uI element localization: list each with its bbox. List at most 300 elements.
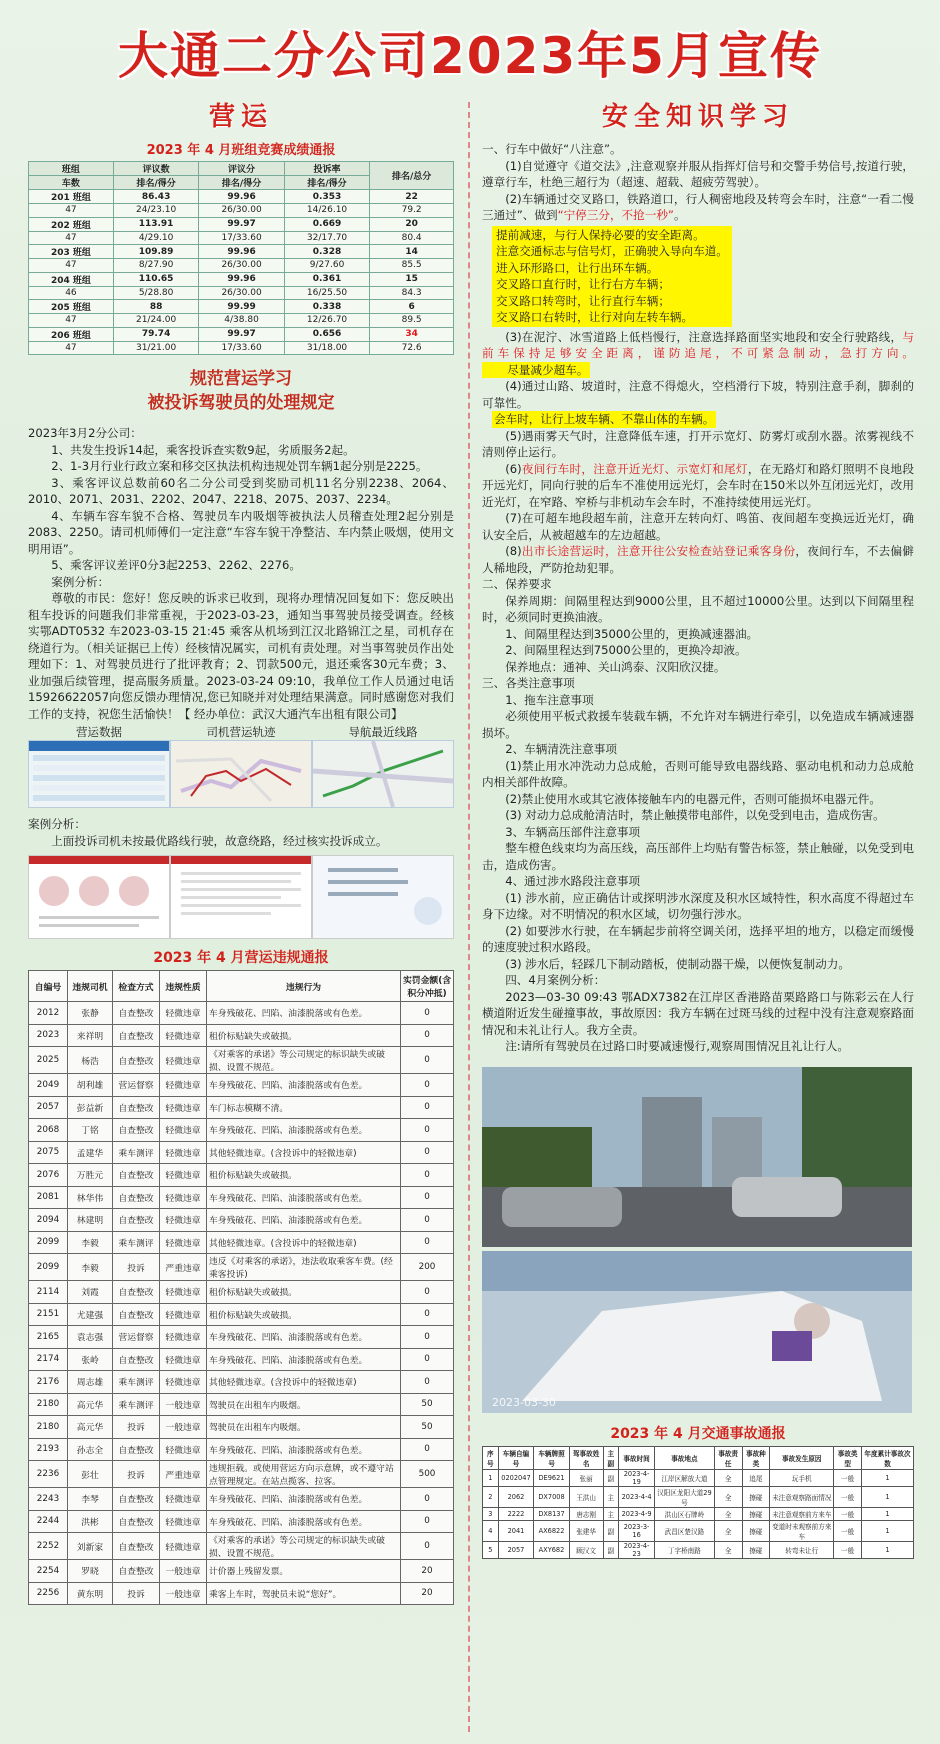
violation-row-cell: 轻微违章 bbox=[160, 1348, 207, 1371]
accident-row-cell: 2023-4-19 bbox=[619, 1469, 655, 1486]
text: (8) bbox=[505, 544, 522, 558]
violation-row-cell: 乘车测评 bbox=[113, 1393, 160, 1416]
section-title: 一、行车中做好“八注意”。 bbox=[482, 142, 622, 156]
highlight-yellow-text: 会车时，让行上坡车辆、不靠山体的车辆。 bbox=[494, 412, 715, 426]
violation-row-cell: 张静 bbox=[68, 1002, 113, 1025]
paragraph: 案例分析： bbox=[51, 574, 110, 589]
score-row-cell: 0.328 bbox=[284, 245, 369, 259]
column-divider bbox=[468, 102, 470, 1732]
score-row-cell: 84.3 bbox=[370, 286, 454, 300]
accident-row-cell: 全 bbox=[714, 1521, 742, 1542]
violation-row-cell: 2094 bbox=[29, 1209, 68, 1232]
violation-row-cell: 0 bbox=[401, 1209, 454, 1232]
accident-row-cell: 1 bbox=[862, 1521, 914, 1542]
violation-row-cell: 营运督察 bbox=[113, 1074, 160, 1097]
violation-row-cell: 车身残破花、凹陷、油漆脱落或有色差。 bbox=[207, 1488, 401, 1511]
violation-row-cell: 自查整改 bbox=[113, 1119, 160, 1142]
violation-row-cell: 2023 bbox=[29, 1024, 68, 1047]
violation-row-cell: 自查整改 bbox=[113, 1186, 160, 1209]
violation-row bbox=[29, 1326, 454, 1349]
score-row-cell: 47 bbox=[29, 314, 114, 328]
violation-row bbox=[29, 1393, 454, 1416]
violation-row-cell: 车身残破花、凹陷、油漆脱落或有色差。 bbox=[207, 1002, 401, 1025]
violation-row-cell: 2099 bbox=[29, 1231, 68, 1254]
accident-table-title: 2023 年 4 月交通事故通报 bbox=[610, 1425, 786, 1442]
accident-row-cell: 全 bbox=[714, 1507, 742, 1521]
violation-table bbox=[28, 970, 454, 1605]
violation-row-cell: 2099 bbox=[29, 1254, 68, 1281]
paragraph: 保养地点：通神、关山鸿泰、汉阳欣汉捷。 bbox=[505, 659, 726, 674]
violation-row-cell: 0 bbox=[401, 1096, 454, 1119]
accident-row-cell: 0202047 bbox=[498, 1469, 534, 1486]
accident-header: 驾事故姓名 bbox=[569, 1446, 603, 1469]
score-row-cell: 205 班组 bbox=[29, 300, 114, 314]
paragraph: (3) 对动力总成舱清洁时，禁止触摸带电部件，以免受到电击，造成伤害。 bbox=[505, 808, 885, 822]
viol-header: 实罚金额(含积分冲抵) bbox=[401, 971, 454, 1002]
complaint-document-image bbox=[312, 855, 454, 939]
accident-row-cell: 副 bbox=[603, 1542, 619, 1559]
violation-row bbox=[29, 1231, 454, 1254]
text: ，在无路灯和路灯照明不良地段开远光灯，同向行驶的后车不准使用远光灯，会车时在150米以外互闭远光灯，改用近光灯，在窄路、窄桥与非机动车会车时，不准持续使用远光灯。 bbox=[482, 461, 914, 509]
score-row bbox=[29, 272, 454, 286]
paragraph: (7)在可超车地段超车前，注意开左转向灯、鸣笛、夜间超车变换远近光灯，确认安全后，从被超越车的左边超越。 bbox=[482, 511, 914, 542]
score-row-cell: 4/29.10 bbox=[113, 231, 198, 245]
score-table-title: 2023 年 4 月班组竞赛成绩通报 bbox=[146, 143, 336, 158]
accident-row-cell: 2222 bbox=[498, 1507, 534, 1521]
violation-row-cell: 高元华 bbox=[68, 1416, 113, 1439]
violation-row-cell: 0 bbox=[401, 1281, 454, 1304]
violation-row bbox=[29, 1461, 454, 1488]
accident-row-cell: 副 bbox=[603, 1521, 619, 1542]
section-title: 三、各类注意事项 bbox=[482, 676, 575, 690]
violation-row bbox=[29, 1254, 454, 1281]
accident-row-cell: 一般 bbox=[834, 1507, 862, 1521]
violation-row-cell: 万胜元 bbox=[68, 1164, 113, 1187]
violation-row bbox=[29, 1164, 454, 1187]
viol-header: 违规司机 bbox=[68, 971, 113, 1002]
accident-row-cell: 5 bbox=[483, 1542, 499, 1559]
subsection-title: 2、车辆清洗注意事项 bbox=[505, 742, 617, 756]
paragraph: (2)禁止使用水或其它液体接触车内的电器元件，否则可能损坏电器元件。 bbox=[505, 791, 882, 806]
violation-row-cell: 2180 bbox=[29, 1416, 68, 1439]
score-header: 班组 bbox=[29, 162, 114, 176]
image-caption: 营运数据 bbox=[76, 725, 122, 739]
accident-row-cell: 玩手机 bbox=[770, 1469, 834, 1486]
paragraph: 整车橙色线束均为高压线，高压部件上均贴有警告标签，禁止触碰，以免受到电击，造成伤害。 bbox=[482, 841, 914, 872]
violation-row-cell: 投诉 bbox=[113, 1254, 160, 1281]
violation-row-cell: 一般违章 bbox=[160, 1393, 207, 1416]
left-column bbox=[28, 96, 454, 1605]
violation-row bbox=[29, 1047, 454, 1074]
paragraph: 保养周期：间隔里程达到9000公里，且不超过10000公里。达到以下间隔里程时，必须同时更换油液。 bbox=[482, 593, 914, 624]
violation-row-cell: 李琴 bbox=[68, 1488, 113, 1511]
accident-row-cell: 主 bbox=[603, 1507, 619, 1521]
highlight-line: 进入环形路口，让行出环车辆。 bbox=[496, 260, 659, 275]
violation-row-cell: 轻微违章 bbox=[160, 1119, 207, 1142]
violation-row-cell: 自查整改 bbox=[113, 1560, 160, 1583]
score-row-cell: 0.669 bbox=[284, 217, 369, 231]
violation-row-cell: 李毅 bbox=[68, 1254, 113, 1281]
violation-row-cell: 高元华 bbox=[68, 1393, 113, 1416]
violation-row-cell: 车身残破花、凹陷、油漆脱落或有色差。 bbox=[207, 1209, 401, 1232]
evidence-images bbox=[28, 724, 454, 808]
violation-row-cell: 2114 bbox=[29, 1281, 68, 1304]
accident-header: 事故类型 bbox=[834, 1446, 862, 1469]
operations-heading: 营运 bbox=[208, 102, 273, 132]
subsection-title: 1、拖车注意事项 bbox=[505, 692, 594, 707]
violation-row-cell: 轻微违章 bbox=[160, 1326, 207, 1349]
violation-row-cell: 轻微违章 bbox=[160, 1074, 207, 1097]
accident-row-cell: 2062 bbox=[498, 1486, 534, 1507]
score-row-cell: 47 bbox=[29, 259, 114, 273]
score-row-cell: 12/26.70 bbox=[284, 314, 369, 328]
highlight-line: 注意交通标志与信号灯，正确驶入导向车道。 bbox=[496, 244, 728, 258]
accident-header: 事故种类 bbox=[742, 1446, 770, 1469]
text: (2)车辆通过交叉路口，铁路道口，行人稠密地段及转弯会车时，注意“一看二慢三通过”、做到 bbox=[482, 191, 914, 222]
violation-row-cell: 0 bbox=[401, 1438, 454, 1461]
violation-row-cell: 投诉 bbox=[113, 1461, 160, 1488]
accident-row-cell: 1 bbox=[862, 1486, 914, 1507]
violation-row-cell: 其他轻微违章。(含投诉中的轻微违章) bbox=[207, 1371, 401, 1394]
violation-row-cell: 0 bbox=[401, 1231, 454, 1254]
violation-row-cell: 0 bbox=[401, 1303, 454, 1326]
accident-row-cell: AXY682 bbox=[534, 1542, 569, 1559]
violation-row bbox=[29, 1141, 454, 1164]
score-row-cell: 89.5 bbox=[370, 314, 454, 328]
violation-row-cell: 乘车测评 bbox=[113, 1371, 160, 1394]
score-row-cell: 85.5 bbox=[370, 259, 454, 273]
score-row bbox=[29, 286, 454, 300]
violation-row-cell: 0 bbox=[401, 1119, 454, 1142]
violation-row-cell: 车身残破花、凹陷、油漆脱落或有色差。 bbox=[207, 1119, 401, 1142]
violation-row-cell: 2012 bbox=[29, 1002, 68, 1025]
accident-header: 年度累计事故次数 bbox=[862, 1446, 914, 1469]
accident-table bbox=[482, 1446, 914, 1560]
rules-title-line2: 被投诉驾驶员的处理规定 bbox=[147, 393, 335, 413]
accident-header: 序号 bbox=[483, 1446, 499, 1469]
paragraph: (1)禁止用水冲洗动力总成舱，否则可能导致电器线路、驱动电机和动力总成舱内相关部件故障。 bbox=[482, 758, 914, 789]
accident-row-cell: 2023-4-4 bbox=[619, 1486, 655, 1507]
viol-header: 自编号 bbox=[29, 971, 68, 1002]
accident-row-cell: 擦碰 bbox=[742, 1521, 770, 1542]
score-row-cell: 17/33.60 bbox=[199, 341, 284, 355]
score-row-cell: 31/21.00 bbox=[113, 341, 198, 355]
accident-row-cell: 一般 bbox=[834, 1486, 862, 1507]
violation-row-cell: 一般违章 bbox=[160, 1582, 207, 1605]
score-row-cell: 72.6 bbox=[370, 341, 454, 355]
violation-row-cell: 彭壮 bbox=[68, 1461, 113, 1488]
violation-row-cell: 自查整改 bbox=[113, 1438, 160, 1461]
accident-header: 车辆牌照号 bbox=[534, 1446, 569, 1469]
accident-row-cell: 主 bbox=[603, 1486, 619, 1507]
accident-row-cell: AX6822 bbox=[534, 1521, 569, 1542]
violation-row-cell: 来祥明 bbox=[68, 1024, 113, 1047]
accident-row-cell: 丁字桥南路 bbox=[655, 1542, 715, 1559]
violation-row bbox=[29, 1533, 454, 1560]
violation-row-cell: 0 bbox=[401, 1510, 454, 1533]
violation-row bbox=[29, 1186, 454, 1209]
violation-row bbox=[29, 1281, 454, 1304]
accident-row bbox=[483, 1469, 914, 1486]
violation-row-cell: 轻微违章 bbox=[160, 1231, 207, 1254]
score-row bbox=[29, 245, 454, 259]
violation-row bbox=[29, 1096, 454, 1119]
accident-row bbox=[483, 1521, 914, 1542]
paragraph: 注:请所有驾驶员在过路口时要减速慢行,观察周围情况且礼让行人。 bbox=[505, 1039, 849, 1053]
score-row-cell: 79.2 bbox=[370, 204, 454, 218]
accident-header: 事故责任 bbox=[714, 1446, 742, 1469]
violation-row-cell: 车身残破花、凹陷、油漆脱落或有色差。 bbox=[207, 1074, 401, 1097]
violation-row-cell: 严重违章 bbox=[160, 1254, 207, 1281]
highlight-line: 交叉路口转弯时，让行直行车辆； bbox=[496, 293, 670, 308]
score-header: 车数 bbox=[29, 176, 114, 190]
paragraph: (3) 涉水后，轻踩几下制动踏板，使制动器干燥，以便恢复制动力。 bbox=[505, 956, 850, 971]
score-table bbox=[28, 161, 454, 355]
score-row-cell: 9/27.60 bbox=[284, 259, 369, 273]
score-row-cell: 79.74 bbox=[113, 327, 198, 341]
score-row-cell: 17/33.60 bbox=[199, 231, 284, 245]
accident-row-cell: 擦碰 bbox=[742, 1542, 770, 1559]
text: (6) bbox=[505, 461, 522, 476]
paragraph bbox=[482, 461, 914, 511]
violation-row-cell: 2151 bbox=[29, 1303, 68, 1326]
score-row bbox=[29, 190, 454, 204]
violation-row-cell: 租价标贴缺失或破损。 bbox=[207, 1281, 401, 1304]
score-header: 排名/得分 bbox=[113, 176, 198, 190]
score-row-cell: 47 bbox=[29, 204, 114, 218]
violation-row-cell: 2025 bbox=[29, 1047, 68, 1074]
score-row-cell: 15 bbox=[370, 272, 454, 286]
accident-row-cell: 唐志刚 bbox=[569, 1507, 603, 1521]
paragraph: (1) 涉水前，应正确估计或探明涉水深度及积水区域特性，积水高度不得超过车身下边缘。对不明情况的积水区域，切勿强行涉水。 bbox=[482, 890, 914, 921]
score-row bbox=[29, 341, 454, 355]
violation-row-cell: 一般违章 bbox=[160, 1560, 207, 1583]
violation-row-cell: 0 bbox=[401, 1186, 454, 1209]
paragraph: 2023—03-30 09:43 鄂ADX7382在江岸区香港路苗栗路路口与陈彩云在人行横道附近发生碰撞事故，事故原因：我方车辆在过斑马线的过程中没有注意观察路面情况和未礼让行人。我方全责。 bbox=[482, 989, 914, 1037]
violation-row-cell: 车身残破花、凹陷、油漆脱落或有色差。 bbox=[207, 1438, 401, 1461]
violation-row-cell: 尤建强 bbox=[68, 1303, 113, 1326]
highlight-red-text: 出市长途营运时，注意开往公安检查站登记乘客身份 bbox=[521, 544, 796, 558]
violation-row-cell: 2176 bbox=[29, 1371, 68, 1394]
violation-row-cell: 轻微违章 bbox=[160, 1141, 207, 1164]
paragraph bbox=[492, 411, 914, 428]
score-row-cell: 8/27.90 bbox=[113, 259, 198, 273]
score-row-cell: 14 bbox=[370, 245, 454, 259]
violation-row-cell: 乘车测评 bbox=[113, 1141, 160, 1164]
violation-row-cell: 0 bbox=[401, 1047, 454, 1074]
score-row-cell: 6 bbox=[370, 300, 454, 314]
violation-row-cell: 轻微违章 bbox=[160, 1096, 207, 1119]
violation-row-cell: 租价标贴缺失或破损。 bbox=[207, 1303, 401, 1326]
accident-row-cell: 全 bbox=[714, 1469, 742, 1486]
score-row-cell: 21/24.00 bbox=[113, 314, 198, 328]
violation-row bbox=[29, 1560, 454, 1583]
violation-row-cell: 2075 bbox=[29, 1141, 68, 1164]
text: (3)在泥泞、冰雪道路上低档慢行，注意选择路面坚实地段和安全行驶路线， bbox=[505, 329, 903, 344]
page-title: 大通二分公司2023年5月宣传 bbox=[118, 27, 822, 85]
dashcam-photo bbox=[482, 1067, 912, 1247]
paragraph: 2、1-3月行业行政立案和移交区执法机构违规处罚车辆1起分别是2225。 bbox=[51, 459, 428, 473]
photo-timestamp: 2023-03-30 bbox=[492, 1395, 556, 1409]
violation-row-cell: 胡利雄 bbox=[68, 1074, 113, 1097]
violation-row-cell: 车门标志模糊不清。 bbox=[207, 1096, 401, 1119]
violation-row-cell: 丁铭 bbox=[68, 1119, 113, 1142]
paragraph: 2023年3月2分公司： bbox=[28, 426, 142, 440]
score-row-cell: 34 bbox=[370, 327, 454, 341]
accident-row-cell: 3 bbox=[483, 1507, 499, 1521]
violation-row bbox=[29, 1371, 454, 1394]
score-row-cell: 99.97 bbox=[199, 327, 284, 341]
accident-row-cell: 1 bbox=[862, 1507, 914, 1521]
score-row-cell: 0.656 bbox=[284, 327, 369, 341]
score-header: 排名/总分 bbox=[370, 162, 454, 190]
complaint-document-image bbox=[28, 855, 170, 939]
violation-row-cell: 一般违章 bbox=[160, 1416, 207, 1439]
violation-row-cell: 2049 bbox=[29, 1074, 68, 1097]
paragraph: 必须使用平板式救援车装载车辆，不允许对车辆进行牵引，以免造成车辆减速器损坏。 bbox=[482, 709, 914, 740]
violation-row-cell: 2076 bbox=[29, 1164, 68, 1187]
score-row-cell: 4/38.80 bbox=[199, 314, 284, 328]
violation-row bbox=[29, 1303, 454, 1326]
accident-row-cell: 全 bbox=[714, 1486, 742, 1507]
score-row bbox=[29, 204, 454, 218]
accident-row-cell: 2023-3-16 bbox=[619, 1521, 655, 1542]
highlight-red-text: 与前车保持足够安全距离，谨防追尾，不可紧急制动，急打方向。 bbox=[482, 329, 914, 360]
score-row-cell: 0.353 bbox=[284, 190, 369, 204]
highlight-line: 交叉路口直行时，让行右方车辆； bbox=[496, 277, 670, 291]
violation-row-cell: 乘客上车时，驾驶员未说“您好”。 bbox=[207, 1582, 401, 1605]
violation-row-cell: 租价标贴缺失或破损。 bbox=[207, 1164, 401, 1187]
violation-row-cell: 自查整改 bbox=[113, 1281, 160, 1304]
violation-row-cell: 500 bbox=[401, 1461, 454, 1488]
score-row bbox=[29, 231, 454, 245]
violation-row-cell: 2057 bbox=[29, 1096, 68, 1119]
violation-row-cell: 彭益新 bbox=[68, 1096, 113, 1119]
score-row-cell: 22 bbox=[370, 190, 454, 204]
violation-row-cell: 《对乘客的承诺》等公司规定的标识缺失或破损、设置不规范。 bbox=[207, 1047, 401, 1074]
violation-row-cell: 20 bbox=[401, 1560, 454, 1583]
score-row-cell: 202 班组 bbox=[29, 217, 114, 231]
score-row-cell: 204 班组 bbox=[29, 272, 114, 286]
violation-row-cell: 2254 bbox=[29, 1560, 68, 1583]
evidence-item bbox=[28, 724, 170, 808]
paragraph: (2) 如要涉水行驶，在车辆起步前将空调关闭，选择平坦的地方，以稳定而缓慢的速度驶过积水路段。 bbox=[482, 923, 914, 954]
violation-row-cell: 200 bbox=[401, 1254, 454, 1281]
evidence-item bbox=[170, 724, 312, 808]
accident-row-cell: 4 bbox=[483, 1521, 499, 1542]
score-row-cell: 0.361 bbox=[284, 272, 369, 286]
section-title: 二、保养要求 bbox=[482, 577, 552, 591]
violation-row-cell: 0 bbox=[401, 1074, 454, 1097]
violation-row-cell: 0 bbox=[401, 1533, 454, 1560]
paragraph: 5、乘客评议差评0分3起2253、2262、2276。 bbox=[51, 558, 301, 572]
accident-row-cell: 一般 bbox=[834, 1542, 862, 1559]
score-row-cell: 26/30.00 bbox=[199, 259, 284, 273]
violation-row-cell: 孟建华 bbox=[68, 1141, 113, 1164]
safety-heading: 安全知识学习 bbox=[601, 102, 794, 132]
accident-row-cell: 擦碰 bbox=[742, 1486, 770, 1507]
score-row-cell: 203 班组 bbox=[29, 245, 114, 259]
accident-row-cell: 变道时未观察前方来车 bbox=[770, 1521, 834, 1542]
accident-row-cell: DX8137 bbox=[534, 1507, 569, 1521]
image-caption: 司机营运轨迹 bbox=[206, 725, 276, 739]
violation-row-cell: 自查整改 bbox=[113, 1002, 160, 1025]
accident-row-cell: 副 bbox=[603, 1469, 619, 1486]
violation-row-cell: 自查整改 bbox=[113, 1303, 160, 1326]
violation-row-cell: 2252 bbox=[29, 1533, 68, 1560]
score-row-cell: 80.4 bbox=[370, 231, 454, 245]
highlight-red-text: “宁停三分，不抢一秒” bbox=[557, 208, 674, 222]
violation-row-cell: 违反《对乘客的承诺》，违法收取乘客车费。(经乘客投诉) bbox=[207, 1254, 401, 1281]
accident-row-cell: 江岸区解放大道 bbox=[655, 1469, 715, 1486]
accident-row-cell: DE9621 bbox=[534, 1469, 569, 1486]
violation-row bbox=[29, 1510, 454, 1533]
accident-row-cell: 一般 bbox=[834, 1469, 862, 1486]
viol-header: 违规性质 bbox=[160, 971, 207, 1002]
score-header: 评议分 bbox=[199, 162, 284, 176]
violation-row-cell: 袁志强 bbox=[68, 1326, 113, 1349]
violation-row-cell: 轻微违章 bbox=[160, 1002, 207, 1025]
violation-row-cell: 营运督察 bbox=[113, 1326, 160, 1349]
accident-row-cell: 1 bbox=[862, 1469, 914, 1486]
violation-row-cell: 0 bbox=[401, 1164, 454, 1187]
violation-row-cell: 驾驶员在出租车内吸烟。 bbox=[207, 1416, 401, 1439]
rules-title-line1: 规范营运学习 bbox=[190, 369, 292, 389]
violation-row bbox=[29, 1209, 454, 1232]
yellow-highlight-block bbox=[492, 226, 732, 327]
score-row-cell: 99.96 bbox=[199, 190, 284, 204]
accident-header: 事故时间 bbox=[619, 1446, 655, 1469]
violation-row-cell: 轻微违章 bbox=[160, 1186, 207, 1209]
score-row-cell: 16/25.50 bbox=[284, 286, 369, 300]
violation-row bbox=[29, 1024, 454, 1047]
violation-row-cell: 驾驶员在出租车内吸烟。 bbox=[207, 1393, 401, 1416]
score-row-cell: 5/28.80 bbox=[113, 286, 198, 300]
score-row-cell: 206 班组 bbox=[29, 327, 114, 341]
violation-row-cell: 轻微违章 bbox=[160, 1281, 207, 1304]
accident-row-cell: 张建华 bbox=[569, 1521, 603, 1542]
accident-row-cell: 2023-4-9 bbox=[619, 1507, 655, 1521]
violation-row-cell: 杨浩 bbox=[68, 1047, 113, 1074]
violation-row-cell: 自查整改 bbox=[113, 1024, 160, 1047]
violation-row-cell: 计价器上残留发票。 bbox=[207, 1560, 401, 1583]
violation-row-cell: 租价标贴缺失或破损。 bbox=[207, 1024, 401, 1047]
violation-row-cell: 0 bbox=[401, 1141, 454, 1164]
accident-row-cell: 武昌区楚汉路 bbox=[655, 1521, 715, 1542]
score-row-cell: 47 bbox=[29, 341, 114, 355]
score-row-cell: 88 bbox=[113, 300, 198, 314]
rules-title bbox=[28, 367, 454, 415]
driver-track-map bbox=[170, 740, 312, 808]
accident-row-cell: 2023-4-23 bbox=[619, 1542, 655, 1559]
score-row-cell: 46 bbox=[29, 286, 114, 300]
highlight-line: 交叉路口右转时，让行对向左转车辆。 bbox=[496, 310, 694, 324]
text: 。 bbox=[673, 208, 686, 222]
paragraph bbox=[482, 191, 914, 224]
accident-row-cell: 未注意观察路面情况 bbox=[770, 1486, 834, 1507]
right-column bbox=[482, 96, 914, 1559]
violation-row-cell: 其他轻微违章。(含投诉中的轻微违章) bbox=[207, 1141, 401, 1164]
violation-row-cell: 周志雄 bbox=[68, 1371, 113, 1394]
violation-row-cell: 林华伟 bbox=[68, 1186, 113, 1209]
operations-data-image bbox=[28, 740, 170, 808]
violation-row-cell: 投诉 bbox=[113, 1416, 160, 1439]
violation-row-cell: 2243 bbox=[29, 1488, 68, 1511]
violation-row-cell: 2236 bbox=[29, 1461, 68, 1488]
violation-row bbox=[29, 1438, 454, 1461]
score-row-cell: 99.99 bbox=[199, 300, 284, 314]
paragraph: 4、车辆车容车貌不合格、驾驶员车内吸烟等被执法人员稽查处理2起分别是2083、2250。请司机师傅们一定注意“车容车貌干净整洁、车内禁止吸烟，使用文明用语”。 bbox=[28, 508, 454, 556]
